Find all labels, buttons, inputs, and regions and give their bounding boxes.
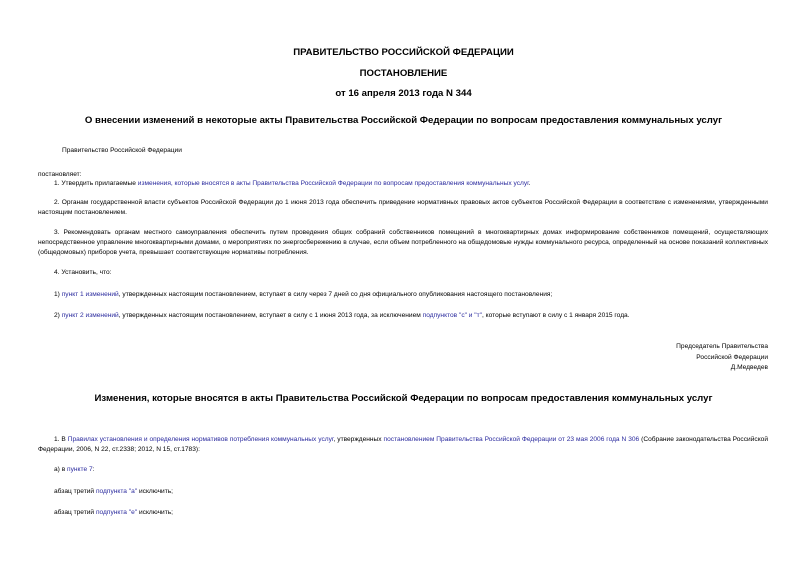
link-point-2[interactable]: пункт 2 изменений xyxy=(61,312,119,319)
p41-prefix: 1) xyxy=(54,291,62,298)
issuer-text: Правительство Российской Федерации xyxy=(62,147,182,154)
link-subpoint-e[interactable]: подпункта "е" xyxy=(95,509,138,516)
link-subpoints[interactable]: подпунктов "с" и "т" xyxy=(422,312,483,319)
b1-prefix: абзац третий xyxy=(54,488,96,495)
paragraph-1 xyxy=(54,179,531,189)
paragraph-3: 3. Рекомендовать органам местного самоуправления обеспечить путем проведения общих собраний собственников помещений в многоквартирных домах информирование собственников помещений, осуществляющих непосредственное управление многоквартирными домами, о мероприятиях по энергосбережению в случае, если объем потребленного на общедомовые нужды коммунального ресурса, определенный на основе показаний коллективных (общедомовых) приборов учета, превышает соответствующие нормативы потребления. xyxy=(38,229,768,256)
link-point-1[interactable]: пункт 1 изменений xyxy=(61,291,119,298)
b2-suffix: исключить; xyxy=(137,509,173,516)
a1-middle: , утвержденных xyxy=(333,436,384,443)
annex-abzac-1 xyxy=(54,487,173,497)
a1-prefix: 1. В xyxy=(54,436,68,443)
b1-suffix: исключить; xyxy=(137,488,173,495)
annex-item-a xyxy=(54,465,94,475)
signature-position: Председатель Правительства xyxy=(676,343,768,350)
signature-block xyxy=(600,342,768,374)
a-prefix: а) в xyxy=(54,466,68,473)
a-suffix: : xyxy=(92,466,95,473)
annex-title: Изменения, которые вносятся в акты Правительства Российской Федерации по вопросам предоставления коммунальных услуг xyxy=(94,393,713,404)
paragraph-4-2 xyxy=(54,311,630,321)
paragraph-4-1 xyxy=(54,290,552,300)
signature-country: Российской Федерации xyxy=(696,353,768,361)
p42-prefix: 2) xyxy=(54,312,62,319)
document-date: от 16 апреля 2013 года N 344 xyxy=(335,88,472,99)
p1-prefix: 1. Утвердить прилагаемые xyxy=(54,180,138,187)
document-type: ПОСТАНОВЛЕНИЕ xyxy=(359,68,448,79)
paragraph-4: 4. Установить, что: xyxy=(54,269,112,276)
p42-suffix: , которые вступают в силу с 1 января 2015 года. xyxy=(482,312,630,319)
link-changes[interactable]: изменения, которые вносятся в акты Правительства Российской Федерации по вопросам предоставления коммунальных услуг xyxy=(137,180,529,187)
link-rules[interactable]: Правилах установления и определения нормативов потребления коммунальных услуг xyxy=(67,436,334,443)
annex-paragraph-1 xyxy=(38,435,768,455)
b2-prefix: абзац третий xyxy=(54,509,96,516)
p42-middle: , утвержденных настоящим постановлением, вступает в силу с 1 июня 2013 года, за исключением xyxy=(118,312,423,319)
link-subpoint-a[interactable]: подпункта "а" xyxy=(95,488,138,495)
p41-suffix: , утвержденных настоящим постановлением, вступает в силу через 7 дней со дня официального опубликования настоящего постановления; xyxy=(118,291,553,298)
link-resolution-306[interactable]: постановлением Правительства Российской Федерации от 23 мая 2006 года N 306 xyxy=(383,436,640,443)
link-point-7[interactable]: пункте 7 xyxy=(67,466,93,473)
signature-name: Д.Медведев xyxy=(730,364,768,371)
paragraph-2: 2. Органам государственной власти субъектов Российской Федерации до 1 июня 2013 года обеспечить приведение нормативных правовых актов субъектов Российской Федерации в соответствие с изменениями, утвержденными настоящим постановлением. xyxy=(38,199,768,216)
p1-suffix: . xyxy=(528,180,531,187)
government-heading: ПРАВИТЕЛЬСТВО РОССИЙСКОЙ ФЕДЕРАЦИИ xyxy=(293,47,514,58)
a1-suffix: (Собрание законодательства Российской Федерации, 2006, N 22, ст.2338; 2012, N 15, ст.1783): xyxy=(38,436,768,453)
decrees-text: постановляет: xyxy=(38,171,82,178)
annex-abzac-2 xyxy=(54,508,173,518)
document-title: О внесении изменений в некоторые акты Правительства Российской Федерации по вопросам предоставления коммунальных услуг xyxy=(84,115,723,126)
